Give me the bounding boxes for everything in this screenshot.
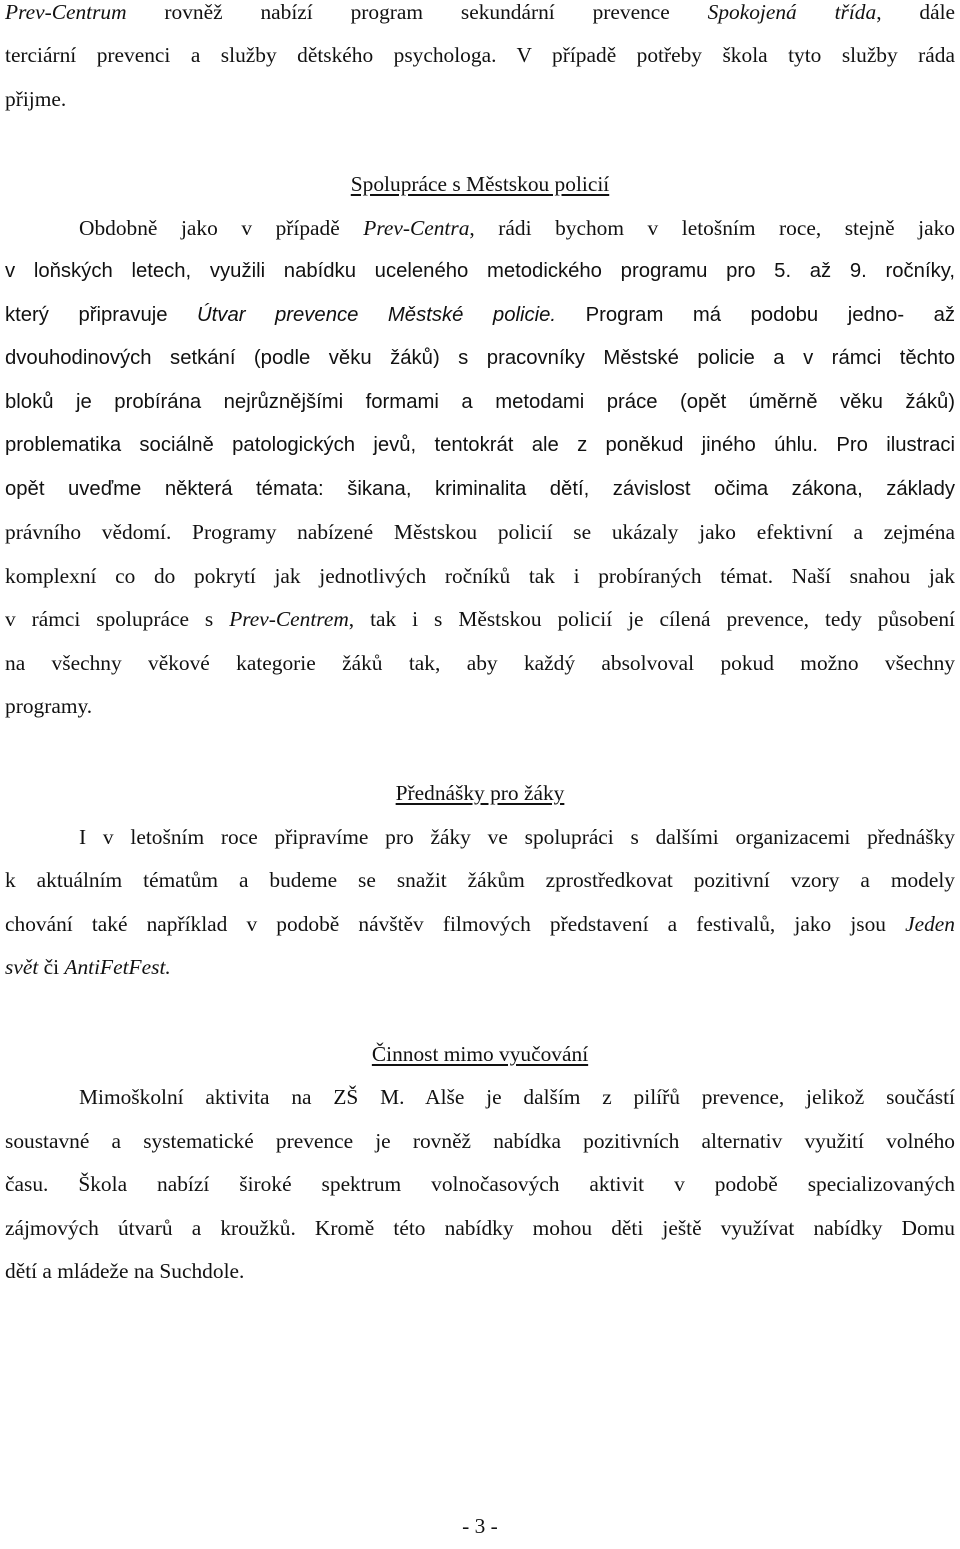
lectures-line-4 xyxy=(5,946,955,990)
activities-line-4: zájmových útvarů a kroužků. Kromě této nabídky mohou děti ještě využívat nabídky Domu xyxy=(5,1216,955,1240)
section-heading-activities xyxy=(0,1033,960,1077)
police-line-1 xyxy=(79,207,955,251)
org-name: Prev-Centrem xyxy=(229,607,349,631)
intro-line-1 xyxy=(5,0,955,35)
police-text: v rámci spolupráce s xyxy=(5,607,230,631)
intro-text: rovněž nabízí program sekundární prevence xyxy=(126,0,708,24)
lectures-line-1: I v letošním roce připravíme pro žáky ve spolupráci s dalšími organizacemi přednášky xyxy=(79,825,955,849)
intro-line-2: terciární prevenci a služby dětského psychologa. V případě potřeby škola tyto služby ráda xyxy=(5,43,955,67)
activities-line-1: Mimoškolní aktivita na ZŠ M. Alše je dalším z pilířů prevence, jelikož součástí xyxy=(79,1085,955,1109)
police-line-9: komplexní co do pokrytí jak jednotlivých ročníků tak i probíraných témat. Naší snahou jak xyxy=(5,564,955,588)
lectures-line-3 xyxy=(5,903,955,947)
festival-name: Jeden xyxy=(905,912,955,936)
police-text: , rádi bychom v letošním roce, stejně jako xyxy=(469,216,955,240)
lectures-line-2: k aktuálním tématům a budeme se snažit žákům zprostředkovat pozitivní vzory a modely xyxy=(5,868,955,892)
police-line-7: opět uveďme některá témata: šikana, kriminalita dětí, závislost očima zákona, základy xyxy=(5,478,955,500)
heading-lectures: Přednášky pro žáky xyxy=(395,781,565,805)
police-line-3 xyxy=(5,294,955,338)
police-line-10 xyxy=(5,598,955,642)
intro-line-3: přijme. xyxy=(5,87,67,111)
heading-police: Spolupráce s Městskou policií xyxy=(350,172,610,196)
festival-name: AntiFetFest. xyxy=(64,955,171,979)
police-line-6: problematika sociálně patologických jevů, tentokrát ale z poněkud jiného úhlu. Pro ilustraci xyxy=(5,434,955,456)
police-text: Program má podobu jedno- až xyxy=(556,304,955,326)
lectures-text: chování také například v podobě návštěv filmových představení a festivalů, jako jsou xyxy=(5,912,906,936)
police-line-8: právního vědomí. Programy nabízené Městskou policií se ukázaly jako efektivní a zejména xyxy=(5,520,955,544)
program-name: Spokojená třída xyxy=(707,0,877,24)
police-line-4: dvouhodinových setkání (podle věku žáků) s pracovníky Městské policie a v rámci těchto xyxy=(5,347,955,369)
police-line-2: v loňských letech, využili nabídku uceleného metodického programu pro 5. až 9. ročníky, xyxy=(5,260,955,282)
org-name: Útvar prevence Městské policie. xyxy=(197,304,557,326)
section-heading-lectures xyxy=(0,772,960,816)
section-heading-police xyxy=(0,163,960,207)
police-text: který připravuje xyxy=(5,304,198,326)
police-line-11: na všechny věkové kategorie žáků tak, aby každý absolvoval pokud možno všechny xyxy=(5,651,955,675)
org-name-prev-centrum: Prev-Centrum xyxy=(5,0,127,24)
activities-line-3: času. Škola nabízí široké spektrum volnočasových aktivit v podobě specializovaných xyxy=(5,1172,955,1196)
lectures-text: či xyxy=(38,955,65,979)
activities-line-5: dětí a mládeže na Suchdole. xyxy=(5,1259,245,1283)
page-number: - 3 - xyxy=(462,1514,498,1538)
activities-line-2: soustavné a systematické prevence je rovněž nabídka pozitivních alternativ využití volného xyxy=(5,1129,955,1153)
police-text: Obdobně jako v případě xyxy=(79,216,364,240)
police-line-5: bloků je probírána nejrůznějšími formami a metodami práce (opět úměrně věku žáků) xyxy=(5,391,955,413)
police-text: , tak i s Městskou policií je cílená prevence, tedy působení xyxy=(348,607,955,631)
festival-name: svět xyxy=(5,955,39,979)
org-name: Prev-Centra xyxy=(363,216,470,240)
intro-text: , dále xyxy=(876,0,956,24)
police-line-12: programy. xyxy=(5,694,93,718)
heading-activities: Činnost mimo vyučování xyxy=(371,1042,589,1066)
